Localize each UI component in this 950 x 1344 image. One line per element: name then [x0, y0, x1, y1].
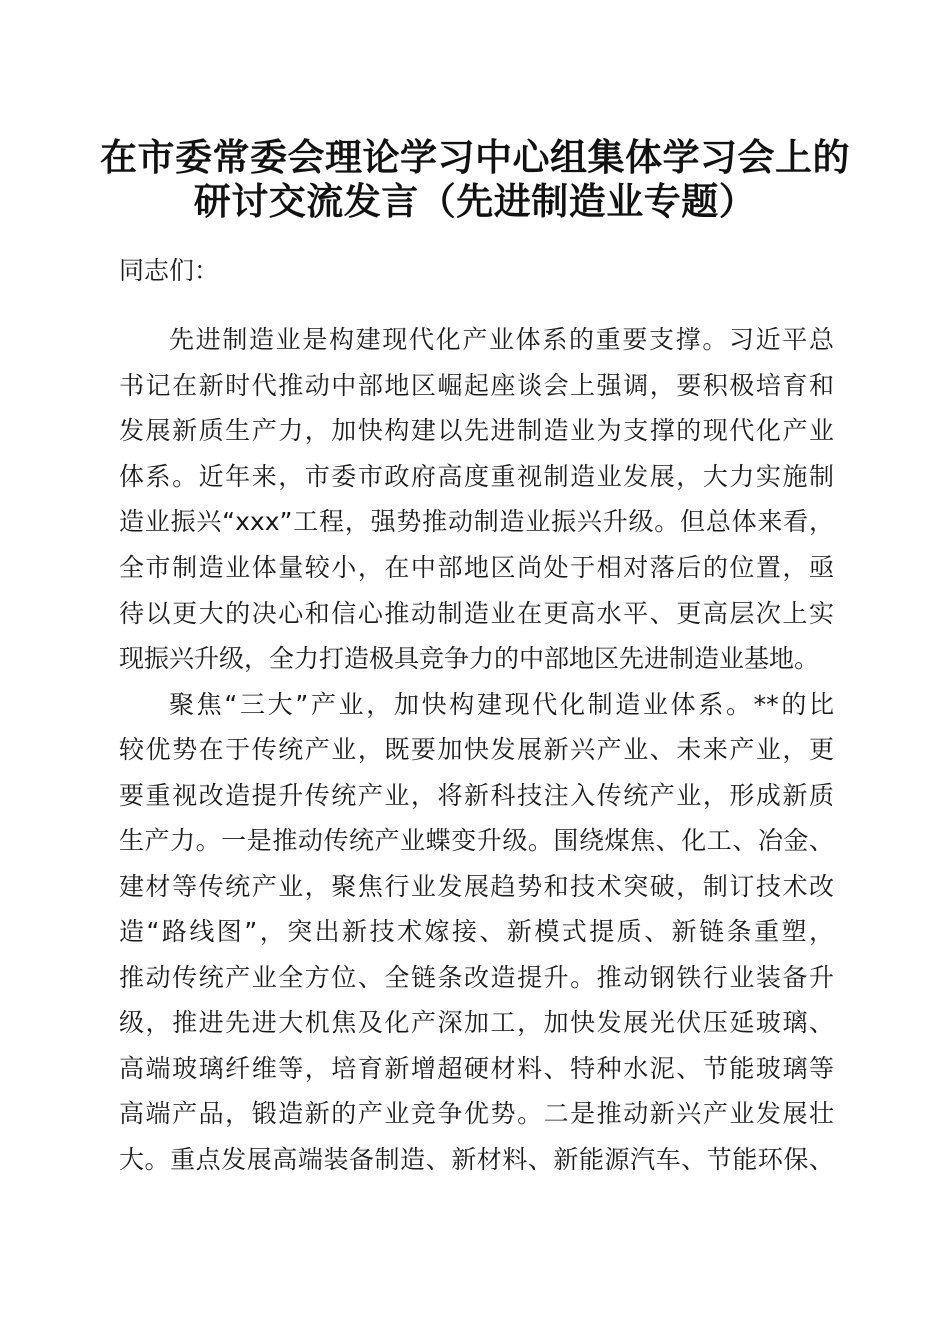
paragraph-1-line: 全市制造业体量较小，在中部地区尚处于相对落后的位置，亟: [119, 553, 834, 582]
paragraph-2-line: 生产力。一是推动传统产业蝶变升级。围绕煤焦、化工、冶金、: [119, 826, 834, 855]
document-title-line-2: 研讨交流发言（先进制造业专题）: [193, 179, 757, 223]
paragraph-2-line: 要重视改造提升传统产业，将新科技注入传统产业，形成新质: [119, 781, 834, 810]
paragraph-2-line: 大。重点发展高端装备制造、新材料、新能源汽车、节能环保、: [119, 1145, 834, 1174]
paragraph-2-line: 高端产品，锻造新的产业竞争优势。二是推动新兴产业发展壮: [119, 1099, 834, 1128]
paragraph-1-line: 体系。近年来，市委市政府高度重视制造业发展，大力实施制: [119, 462, 834, 491]
salutation: 同志们：: [119, 256, 220, 285]
paragraph-1-line: 书记在新时代推动中部地区崛起座谈会上强调，要积极培育和: [119, 371, 834, 400]
paragraph-2-line: 较优势在于传统产业，既要加快发展新兴产业、未来产业，更: [119, 735, 834, 764]
paragraph-1-line: 发展新质生产力，加快构建以先进制造业为支撑的现代化产业: [119, 416, 834, 445]
paragraph-1-line: 造业振兴“xxx”工程，强势推动制造业振兴升级。但总体来看，: [119, 507, 834, 536]
paragraph-2-line: 高端玻璃纤维等，培育新增超硬材料、特种水泥、节能玻璃等: [119, 1054, 834, 1083]
paragraph-1-line: 待以更大的决心和信心推动制造业在更高水平、更高层次上实: [119, 599, 834, 628]
paragraph-2-line: 建材等传统产业，聚焦行业发展趋势和技术突破，制订技术改: [119, 872, 834, 901]
document-title-line-1: 在市委常委会理论学习中心组集体学习会上的: [100, 135, 850, 179]
paragraph-1-line: 现振兴升级，全力打造极具竞争力的中部地区先进制造业基地。: [119, 644, 820, 673]
paragraph-2-line: 造“路线图”，突出新技术嫁接、新模式提质、新链条重塑，: [119, 917, 834, 946]
paragraph-1-line: 先进制造业是构建现代化产业体系的重要支撑。习近平总: [169, 325, 834, 354]
paragraph-2-line: 级，推进先进大机焦及化产深加工，加快发展光伏压延玻璃、: [119, 1008, 834, 1037]
paragraph-2-line: 聚焦“三大”产业，加快构建现代化制造业体系。**的比: [169, 690, 834, 719]
paragraph-2-line: 推动传统产业全方位、全链条改造提升。推动钢铁行业装备升: [119, 963, 834, 992]
